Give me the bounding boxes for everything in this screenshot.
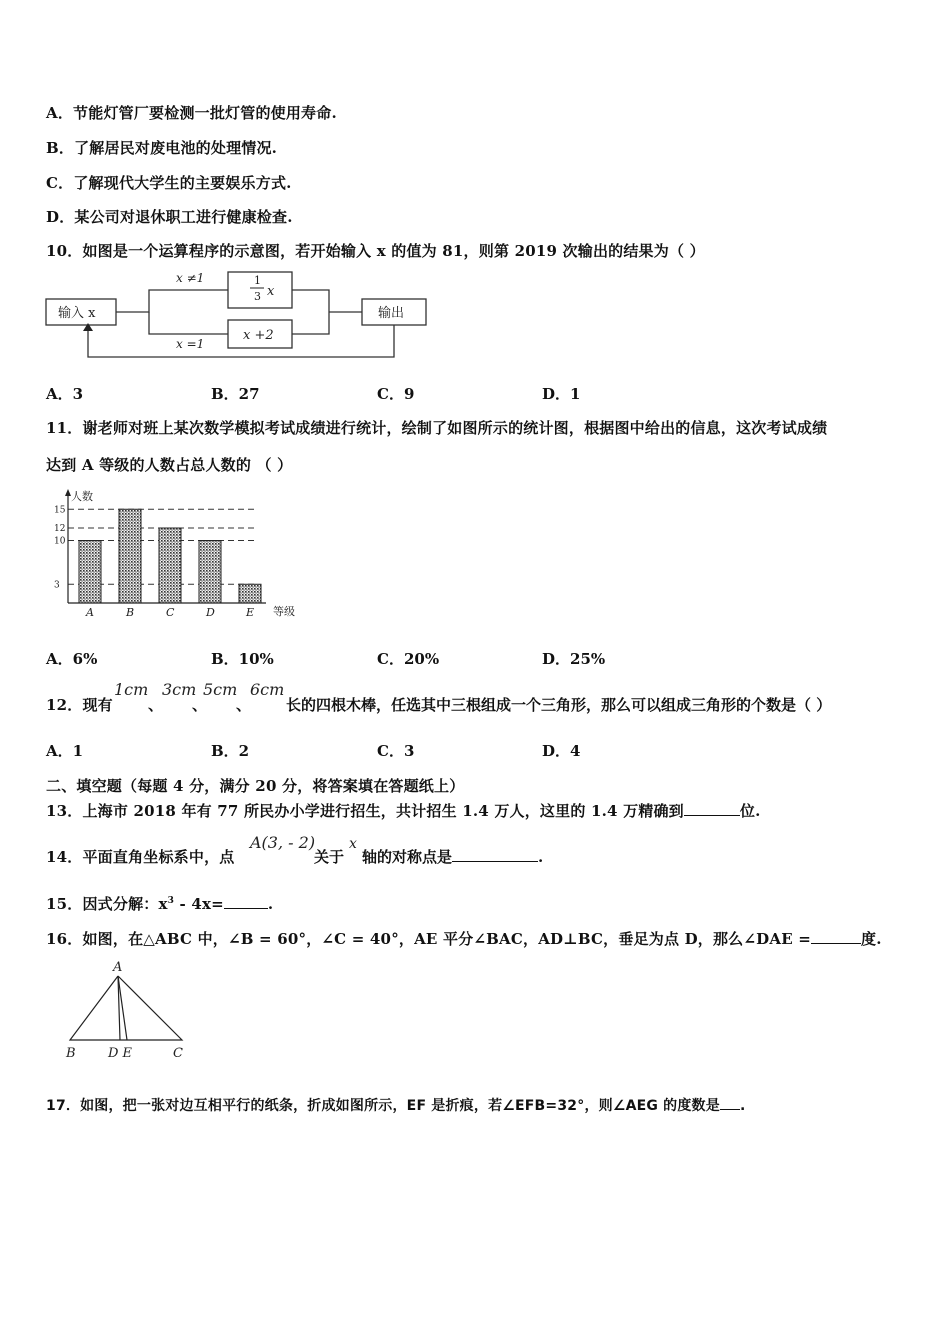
chart-ytick-label: 3 <box>54 580 60 591</box>
q11-bar-chart <box>44 486 310 626</box>
chart-bar-d <box>199 541 221 604</box>
chart-bar-b <box>119 509 141 603</box>
q11-stem-line1: 11．谢老师对班上某次数学模拟考试成绩进行统计，绘制了如图所示的统计图，根据图中给出的信息，这次考试成绩 <box>46 419 828 437</box>
q14-suffix: 轴的对称点是 <box>362 848 453 866</box>
q16 <box>46 928 882 949</box>
q15-mid: - 4x= <box>174 895 224 913</box>
q11-stem-line2: 达到 A 等级的人数占总人数的 （ ） <box>46 456 293 474</box>
q12-prefix: 12．现有 <box>46 696 113 714</box>
q14-mid: 关于 <box>314 848 345 866</box>
q14-point: A(3, - 2) <box>250 833 316 852</box>
q10-stem: 10．如图是一个运算程序的示意图，若开始输入 x 的值为 81，则第 2019 次输出的结果为（ ） <box>46 242 705 260</box>
q14-axis: x <box>349 836 357 852</box>
q13-text: 13．上海市 2018 年有 77 所民办小学进行招生，共计招生 1.4 万人，这里的 1.4 万精确到 <box>46 802 684 820</box>
q14-end: . <box>538 848 544 866</box>
q17-text: 17．如图，把一张对边互相平行的纸条，折成如图所示，EF 是折痕，若∠EFB=32°，则∠AEG 的度数是 <box>46 1098 720 1114</box>
q12-length-3: 5cm <box>203 680 238 699</box>
q13-after: 位. <box>739 802 761 820</box>
chart-bar-a <box>79 541 101 604</box>
q12-suffix: 长的四根木棒，任选其中三根组成一个三角形，那么可以组成三角形的个数是（ ） <box>286 696 832 714</box>
chart-xtick-label: D <box>206 606 215 619</box>
flow-op-top-den: 3 <box>254 290 261 303</box>
flow-cond-top: x ≠1 <box>176 271 205 285</box>
q12-option-d: D．4 <box>542 742 581 760</box>
q10-option-d: D．1 <box>542 385 581 403</box>
q12-sep-1: 、 <box>148 696 164 714</box>
q15-sup: 3 <box>167 896 175 906</box>
label-b: B <box>66 1046 76 1061</box>
q16-after: 度. <box>861 930 882 948</box>
chart-xtick-label: A <box>86 606 94 619</box>
q17-blank[interactable] <box>720 1095 740 1110</box>
chart-ytick-label: 12 <box>54 524 66 534</box>
q15-end: . <box>267 895 274 913</box>
q16-triangle-figure <box>60 956 200 1064</box>
q12-sep-2: 、 <box>192 696 208 714</box>
q16-text: 16．如图，在△ABC 中，∠B = 60°，∠C = 40°，AE 平分∠BAC，AD⊥BC，垂足为点 D，那么∠DAE = <box>46 930 812 948</box>
label-c: C <box>173 1046 183 1061</box>
label-de: D E <box>108 1046 133 1061</box>
q9-option-a: A．节能灯管厂要检测一批灯管的使用寿命. <box>46 104 337 122</box>
q15-prefix: 15．因式分解：x <box>46 895 168 913</box>
chart-bar-c <box>159 528 181 603</box>
q12-length-2: 3cm <box>162 680 197 699</box>
q12-length-4: 6cm <box>250 680 285 699</box>
q9-option-c: C．了解现代大学生的主要娱乐方式. <box>46 174 292 192</box>
chart-xtick-label: C <box>166 606 175 619</box>
q12-sep-3: 、 <box>236 696 252 714</box>
q10-option-b: B．27 <box>211 385 260 403</box>
q17-after: . <box>739 1098 746 1114</box>
q14-prefix: 14．平面直角坐标系中，点 <box>46 848 235 866</box>
q12-option-a: A．1 <box>46 742 84 760</box>
q10-flowchart <box>44 268 444 360</box>
q15 <box>46 893 273 914</box>
flow-op-bottom: x +2 <box>243 328 274 343</box>
section2-heading: 二、填空题（每题 4 分，满分 20 分，将答案填在答题纸上） <box>46 777 465 795</box>
q12-option-b: B．2 <box>211 742 250 760</box>
flow-op-top-var: x <box>267 284 275 299</box>
label-a: A <box>113 960 123 975</box>
q10-option-a: A．3 <box>46 385 84 403</box>
q9-option-d: D．某公司对退休职工进行健康检查. <box>46 208 293 226</box>
chart-xtick-label: B <box>126 606 135 619</box>
q11-option-b: B．10% <box>211 650 274 668</box>
q9-option-b: B．了解居民对废电池的处理情况. <box>46 139 278 157</box>
q15-blank[interactable] <box>224 894 268 909</box>
chart-ylabel: 人数 <box>71 490 93 503</box>
flow-cond-bottom: x =1 <box>176 337 205 351</box>
q16-blank[interactable] <box>811 929 861 944</box>
chart-bar-e <box>239 584 261 603</box>
flow-arrowhead-icon <box>83 323 93 331</box>
q11-option-d: D．25% <box>542 650 606 668</box>
q12-length-1: 1cm <box>114 680 149 699</box>
chart-xlabel: 等级 <box>273 605 295 618</box>
q10-option-c: C．9 <box>377 385 415 403</box>
q14-blank[interactable] <box>452 847 538 862</box>
flow-input-label: 输入 x <box>58 306 96 321</box>
chart-xtick-label: E <box>246 606 255 619</box>
q11-option-a: A．6% <box>46 650 98 668</box>
q12-option-c: C．3 <box>377 742 415 760</box>
q13 <box>46 800 761 821</box>
flow-output-label: 输出 <box>378 306 405 321</box>
chart-ytick-label: 15 <box>54 505 66 516</box>
q14-rest <box>362 846 543 867</box>
flow-op-top-num: 1 <box>254 274 261 287</box>
q17 <box>46 1095 746 1115</box>
q13-blank[interactable] <box>684 801 740 816</box>
chart-ytick-label: 10 <box>54 536 66 547</box>
q11-option-c: C．20% <box>377 650 440 668</box>
